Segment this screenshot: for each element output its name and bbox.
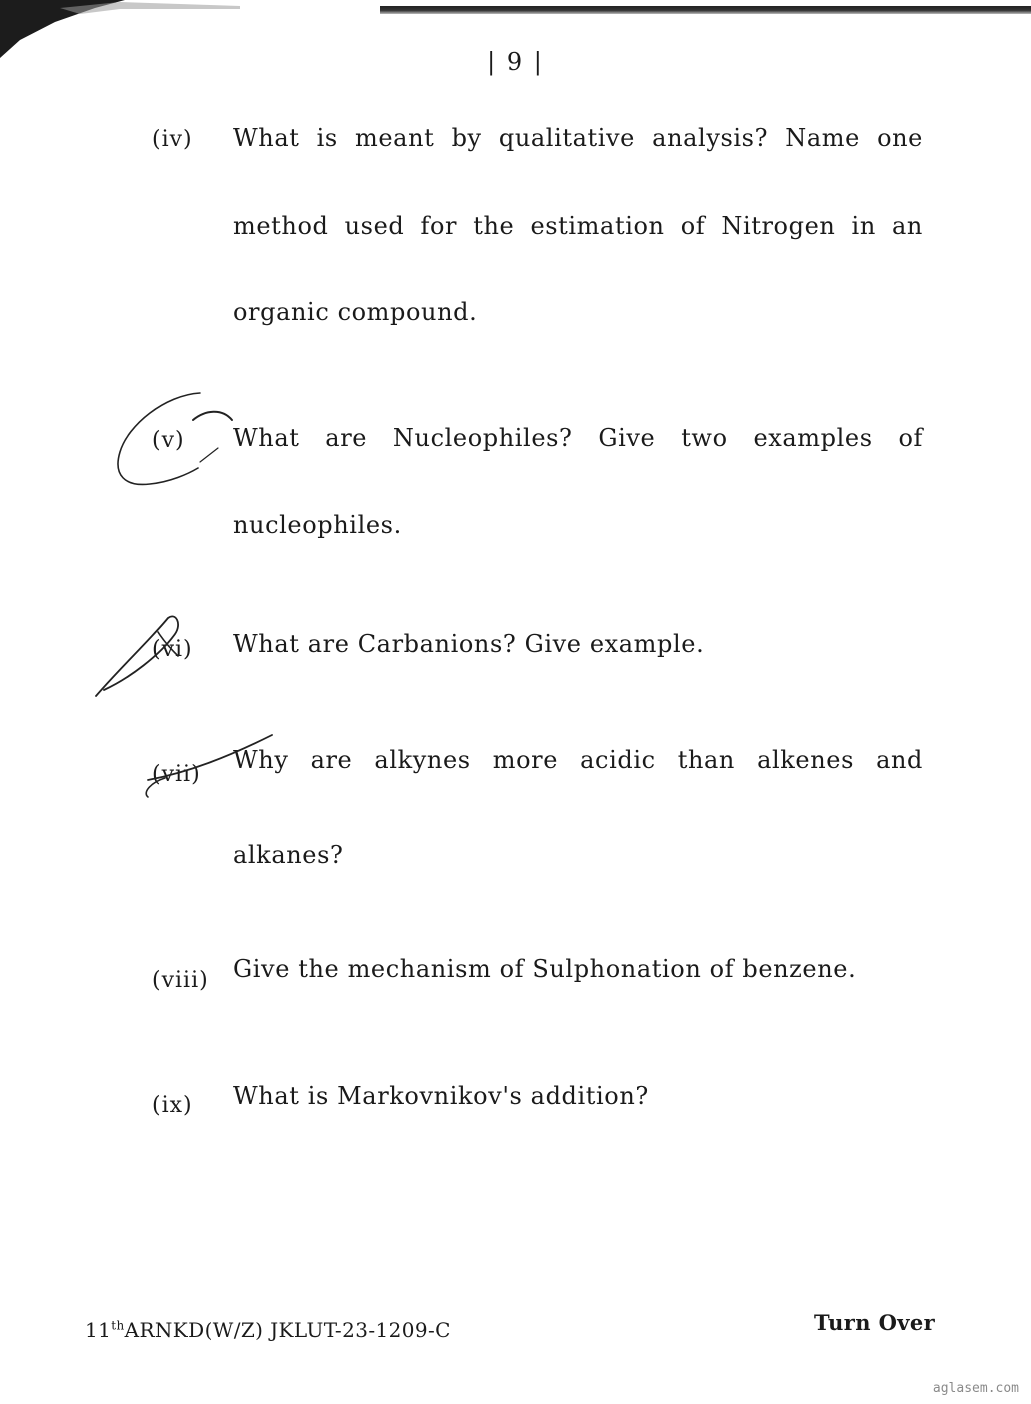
question-vii-line-1: Why are alkynes more acidic than alkenes and (233, 746, 923, 774)
pen-stroke-near-v (200, 448, 218, 462)
question-number-iv: (iv) (152, 127, 193, 152)
question-iv-line-1: What is meant by qualitative analysis? Name one (233, 124, 923, 152)
question-viii-line-1: Give the mechanism of Sulphonation of benzene. (233, 955, 857, 983)
question-number-ix: (ix) (152, 1093, 193, 1118)
paper-code (85, 1318, 451, 1342)
question-v-line-1: What are Nucleophiles? Give two examples of (233, 424, 923, 452)
paper-code-rest: ARNKD(W/Z) JKLUT-23-1209-C (124, 1318, 451, 1342)
question-iv-line-2: method used for the estimation of Nitrogen in an (233, 212, 923, 240)
question-number-v: (v) (152, 428, 185, 453)
question-vii-line-2: alkanes? (233, 841, 344, 869)
question-v-line-2: nucleophiles. (233, 511, 402, 539)
turn-over-note: Turn Over (814, 1310, 936, 1335)
watermark: aglasem.com (932, 1381, 1019, 1396)
question-ix-line-1: What is Markovnikov's addition? (233, 1082, 649, 1110)
question-number-viii: (viii) (152, 968, 209, 993)
question-vi-line-1: What are Carbanions? Give example. (233, 630, 705, 658)
paper-code-prefix: 11 (85, 1318, 112, 1342)
question-number-vii: (vii) (152, 762, 201, 787)
pen-tick-near-v (193, 412, 232, 420)
paper-code-superscript: th (111, 1318, 125, 1333)
question-number-vi: (vi) (152, 637, 193, 662)
question-iv-line-3: organic compound. (233, 298, 478, 326)
page-number: | 9 | (487, 48, 544, 76)
scan-top-edge (380, 6, 1031, 14)
